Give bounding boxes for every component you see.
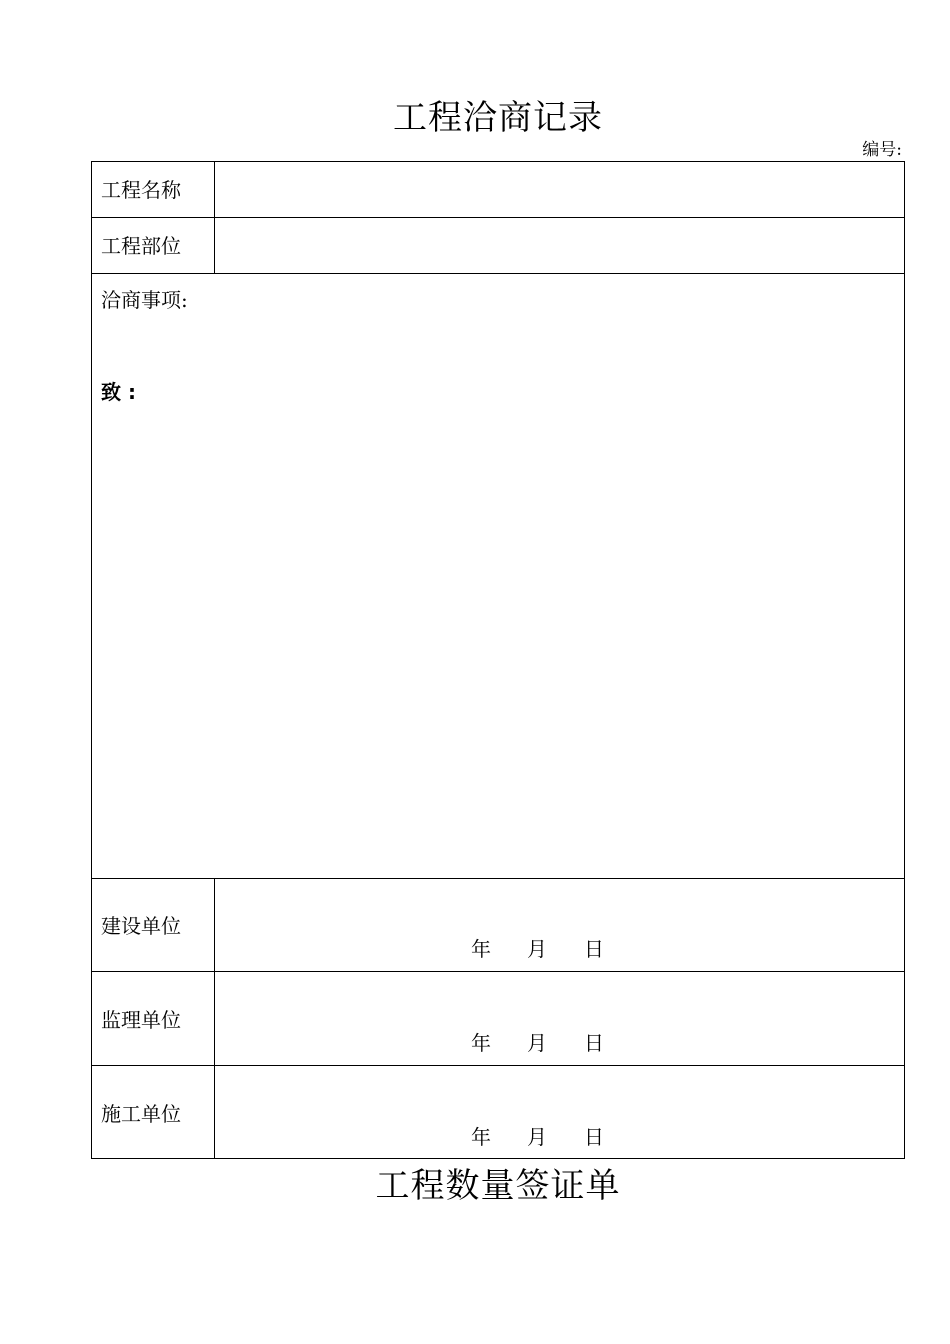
date-month-label: 月 (527, 1125, 547, 1149)
date-year-label: 年 (471, 1125, 491, 1149)
project-name-row (92, 162, 904, 218)
supervisor-unit-label-cell (92, 972, 215, 1065)
date-year-label: 年 (471, 937, 491, 961)
client-unit-label: 建设单位 (101, 914, 181, 938)
client-unit-date (471, 935, 614, 963)
contractor-unit-date (471, 1123, 614, 1151)
date-day-label: 日 (584, 937, 604, 961)
signature-row-contractor (92, 1066, 904, 1158)
client-unit-label-cell (92, 879, 215, 971)
client-unit-signature-area[interactable] (215, 879, 904, 971)
contractor-unit-signature-area[interactable] (215, 1066, 904, 1158)
project-name-label-cell (92, 162, 215, 217)
project-name-label: 工程名称 (101, 178, 181, 202)
negotiation-form-table (91, 161, 905, 1159)
date-year-label: 年 (471, 1031, 491, 1055)
signature-row-supervisor (92, 972, 904, 1066)
addressee-label: 致 : (101, 380, 136, 404)
date-month-label: 月 (527, 1031, 547, 1055)
date-month-label: 月 (527, 937, 547, 961)
next-document-title: 工程数量签证单 (375, 1166, 621, 1206)
project-part-field[interactable] (215, 218, 904, 273)
signature-row-client (92, 879, 904, 972)
date-day-label: 日 (584, 1031, 604, 1055)
contractor-unit-label-cell (92, 1066, 215, 1158)
supervisor-unit-date (471, 1029, 614, 1057)
supervisor-unit-label: 监理单位 (101, 1008, 181, 1032)
negotiation-items-label: 洽商事项: (101, 288, 188, 312)
project-part-label: 工程部位 (101, 234, 181, 258)
serial-number-label: 编号: (862, 140, 902, 160)
negotiation-items-row[interactable] (92, 274, 904, 879)
project-name-field[interactable] (215, 162, 904, 217)
project-part-row (92, 218, 904, 274)
document-title: 工程洽商记录 (393, 98, 603, 138)
contractor-unit-label: 施工单位 (101, 1102, 181, 1126)
supervisor-unit-signature-area[interactable] (215, 972, 904, 1065)
date-day-label: 日 (584, 1125, 604, 1149)
project-part-label-cell (92, 218, 215, 273)
